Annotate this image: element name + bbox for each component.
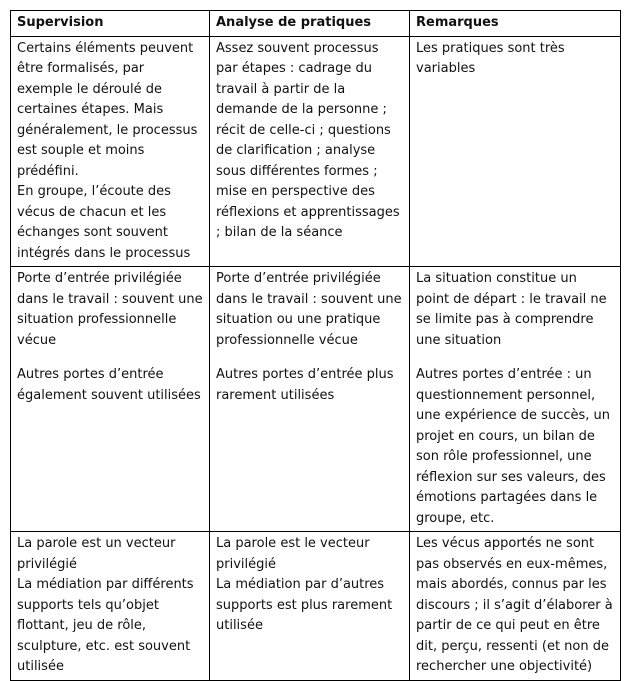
- cell-paragraph: Les pratiques sont très variables: [416, 40, 565, 76]
- cell-analyse: [210, 267, 410, 532]
- header-analyse-de-pratiques: Analyse de pratiques: [210, 11, 410, 37]
- cell-paragraph: Assez souvent processus par étapes : cadrage du travail à partir de la demande de la personne ; récit de celle-ci ; questions de clarification ; analyse sous différentes formes ; mise en perspective des réflexions et apprentissages ; bilan de la séance: [216, 40, 400, 240]
- cell-remarques: [410, 267, 621, 532]
- cell-paragraph: La parole est un vecteur privilégié: [17, 536, 176, 572]
- table-row: [11, 36, 621, 267]
- cell-paragraph: La parole est le vecteur privilégié: [216, 536, 370, 572]
- cell-supervision: [11, 267, 210, 532]
- cell-paragraph: Porte d’entrée privilégiée dans le travail : souvent une situation professionnelle vécue: [17, 271, 203, 348]
- cell-paragraph: La situation constitue un point de départ : le travail ne se limite pas à comprendre une situation: [416, 271, 607, 348]
- paragraph-spacer: [17, 351, 203, 365]
- cell-paragraph: Autres portes d’entrée plus rarement utilisées: [216, 367, 394, 403]
- cell-analyse: [210, 36, 410, 267]
- cell-paragraph: Certains éléments peuvent être formalisés, par exemple le déroulé de certaines étapes. Mais généralement, le processus est souple et moins prédéfini.: [17, 40, 198, 179]
- cell-paragraph: Porte d’entrée privilégiée dans le travail : souvent une situation ou une pratique professionnelle vécue: [216, 271, 402, 348]
- paragraph-spacer: [216, 351, 403, 365]
- cell-paragraph: Les vécus apportés ne sont pas observés en eux-mêmes, mais abordés, connus par les discours ; il s’agit d’élaborer à partir de ce qui peut en être dit, perçu, ressenti (et non de rechercher une objectivité): [416, 536, 613, 674]
- cell-paragraph: En groupe, l’écoute des vécus de chacun et les échanges sont souvent intégrés dans le processus: [17, 184, 191, 261]
- table-row: [11, 267, 621, 532]
- cell-paragraph: La médiation par d’autres supports est plus rarement utilisée: [216, 577, 393, 633]
- header-supervision: Supervision: [11, 11, 210, 37]
- paragraph-spacer: [416, 351, 614, 365]
- cell-paragraph: Autres portes d’entrée également souvent utilisées: [17, 367, 201, 403]
- header-remarques: Remarques: [410, 11, 621, 37]
- table-header-row: [11, 11, 621, 37]
- cell-supervision: [11, 36, 210, 267]
- cell-paragraph: Autres portes d’entrée : un questionnement personnel, une expérience de succès, un projet en cours, un bilan de son rôle professionnel, une réflexion sur ses valeurs, des émotions partagées dans le groupe, etc.: [416, 367, 610, 526]
- cell-remarques: [410, 36, 621, 267]
- comparison-table: [10, 10, 621, 681]
- cell-paragraph: La médiation par différents supports tels qu’objet flottant, jeu de rôle, sculpture, etc. est souvent utilisée: [17, 577, 194, 674]
